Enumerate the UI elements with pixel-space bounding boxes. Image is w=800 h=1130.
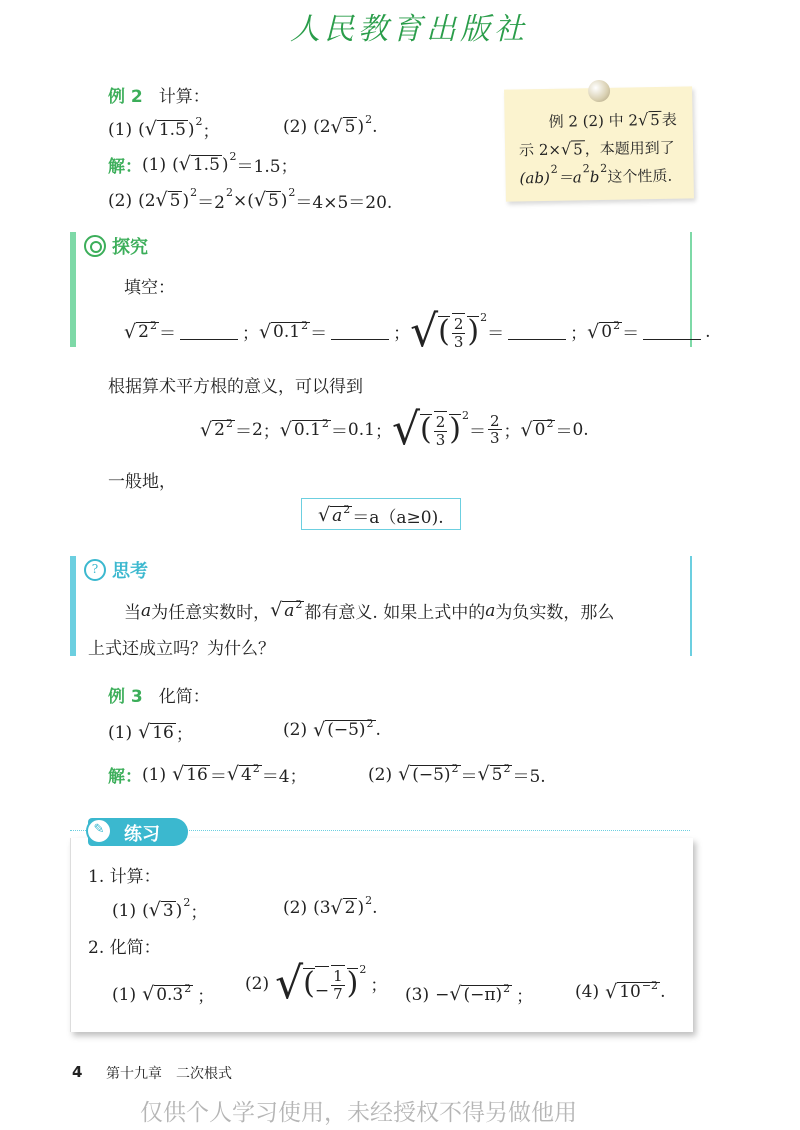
publisher-logo: 人民教育出版社 xyxy=(290,12,528,47)
math-text: ； xyxy=(374,422,392,443)
item-number: (3) xyxy=(405,984,430,1005)
radical: √ 16 xyxy=(138,721,174,744)
general-text: 一般地， xyxy=(108,472,176,492)
exponent: 2 xyxy=(229,150,237,163)
key-formula xyxy=(318,503,444,528)
math-text: . xyxy=(660,982,666,1002)
lightbulb-icon: ? xyxy=(84,559,106,581)
math-text: − xyxy=(315,966,329,1001)
math-text: 2 xyxy=(251,419,263,440)
exponent: 2 xyxy=(288,186,296,199)
math-text: ＝ xyxy=(487,324,505,345)
think-right-rule xyxy=(690,556,692,656)
item-number: (4) xyxy=(575,982,600,1002)
radical-sign: √ xyxy=(410,306,439,357)
math-text: ＝ xyxy=(158,324,176,345)
chapter-label: 第十九章 二次根式 xyxy=(106,1066,232,1082)
math-text: 0. xyxy=(572,419,589,440)
exponent: 2 xyxy=(195,115,203,128)
radical: √ $2^2$ xyxy=(200,416,233,441)
math-text: ( xyxy=(438,314,450,350)
math-text: ) xyxy=(175,900,183,921)
explore-icon xyxy=(84,235,106,257)
math-text: ； xyxy=(175,725,193,745)
radical-sign: √ xyxy=(391,404,421,455)
radical: √ $4^2$ xyxy=(226,761,260,786)
radical: √ 16 xyxy=(172,763,208,786)
math-text: ) xyxy=(467,314,480,350)
math-text: ＝ xyxy=(310,324,328,345)
exponent: 2 xyxy=(462,409,469,423)
radical: √ 5 xyxy=(637,110,660,130)
math-text: ； xyxy=(202,122,220,142)
exponent: 2 xyxy=(365,893,373,907)
radical: √ 5 xyxy=(330,115,356,138)
radical: √ $a^2$ xyxy=(318,502,351,527)
solution-label: 解： xyxy=(108,767,142,787)
exponent: 2 xyxy=(365,112,373,126)
math-var: a xyxy=(485,600,496,621)
math-text: ) xyxy=(221,154,229,175)
note-text: ＝a xyxy=(557,168,582,187)
math-text: . xyxy=(372,898,378,918)
item-number: (2) xyxy=(283,898,308,918)
example-title: 计算： xyxy=(158,87,210,107)
note-text: 表 xyxy=(661,110,677,129)
radical: √ $0.1^2$ xyxy=(258,318,309,343)
example3-solution-1 xyxy=(108,762,307,787)
sticky-note xyxy=(504,86,694,201)
math-text: ×( xyxy=(232,190,254,211)
radical: √ $(-5)^2$ xyxy=(313,717,374,741)
item-number: (1) xyxy=(142,764,167,785)
math-text: ) xyxy=(357,117,365,137)
think-heading xyxy=(84,557,148,583)
math-text: ( xyxy=(138,119,145,140)
radical: √ $5^2$ xyxy=(477,761,511,786)
exponent: 2 xyxy=(582,162,590,176)
math-text: ) xyxy=(187,119,195,140)
item-number: (2) xyxy=(368,764,393,785)
pushpin-icon xyxy=(588,80,610,102)
math-text: (3 xyxy=(313,898,331,918)
fraction: $\frac{2}{3}$ xyxy=(490,411,500,448)
note-text: b xyxy=(589,167,600,186)
exponent: 2 xyxy=(190,186,198,199)
radical: √ $0^2$ xyxy=(520,416,554,441)
explore-fill-blanks xyxy=(124,306,711,357)
radical: √ $2^2$ xyxy=(124,318,157,343)
math-text: ( xyxy=(142,900,149,921)
math-text: . xyxy=(375,720,381,740)
math-text: ＝ xyxy=(469,422,486,443)
example2-solution-2 xyxy=(108,188,392,213)
math-text: ； xyxy=(370,976,388,997)
think-sidebar xyxy=(70,556,76,656)
explore-instruction: 填空： xyxy=(124,278,175,298)
body-text: 为负实数，那么 xyxy=(495,603,615,623)
note-line-3 xyxy=(519,161,673,189)
item-number: (2) xyxy=(283,117,308,137)
section-title: 思考 xyxy=(112,561,148,582)
note-line-1 xyxy=(548,109,677,132)
item-number: (1) xyxy=(142,154,167,175)
item-number: (1) xyxy=(108,119,133,140)
radical: √ $(-5)^2$ xyxy=(398,761,459,786)
item-number: (1) xyxy=(108,722,133,743)
math-text: ； xyxy=(503,422,521,443)
derive-formulas xyxy=(200,404,589,455)
math-text: ＝4； xyxy=(261,767,307,787)
math-text: ； xyxy=(190,903,208,923)
radical: √ 1.5 xyxy=(144,118,186,141)
note-text: (ab) xyxy=(519,168,550,187)
math-text: ＝ xyxy=(209,767,227,787)
math-text: ； xyxy=(393,324,411,345)
radical: √ 3 xyxy=(148,899,174,922)
item-number: (2) xyxy=(245,973,270,994)
item-number: (1) xyxy=(112,900,137,921)
item-number: (2) xyxy=(108,190,133,211)
practice-title: 练习 xyxy=(124,824,160,845)
item-number: (2) xyxy=(283,720,308,740)
answer-blank[interactable] xyxy=(643,323,701,340)
example2-problem-2 xyxy=(283,112,378,138)
radical: √ $a^2$ xyxy=(270,597,303,622)
section-title: 探究 xyxy=(112,237,148,258)
exponent: 2 xyxy=(359,963,367,977)
example3-problem-1 xyxy=(108,720,193,745)
radical: √ 1.5 xyxy=(178,153,220,176)
math-text: ＝a（a≥0). xyxy=(352,508,444,528)
answer-blank[interactable] xyxy=(508,323,566,340)
example2-heading xyxy=(108,82,210,107)
answer-blank[interactable] xyxy=(180,323,238,340)
math-text: ( xyxy=(420,412,432,448)
math-text: ； xyxy=(516,987,534,1007)
math-text: ＝1.5； xyxy=(236,157,298,177)
math-text: − xyxy=(435,984,450,1005)
item-number: (1) xyxy=(112,984,137,1005)
exponent: 2 xyxy=(183,896,191,909)
radical: √ $(-\pi)^2$ xyxy=(449,981,511,1006)
math-text: ＝5. xyxy=(512,767,546,787)
math-text: ； xyxy=(197,987,215,1007)
radical-sign: √ xyxy=(275,958,304,1009)
radical: √ 2 xyxy=(330,896,356,919)
note-text: ，本题用到了 xyxy=(584,138,675,159)
exponent: 2 xyxy=(550,162,558,176)
note-text: 这个性质. xyxy=(607,166,673,186)
explore-heading xyxy=(84,233,148,259)
math-text: ＝4×5＝20. xyxy=(295,193,393,213)
radical: √ 5 xyxy=(560,139,583,159)
exponent: 2 xyxy=(480,311,488,325)
example-label: 例 3 xyxy=(108,687,143,707)
math-text: ＝2 xyxy=(197,193,225,213)
fraction: $\frac{1}{7}$ xyxy=(333,967,343,1003)
radical: √ 5 xyxy=(155,189,181,212)
radical: √ $0^2$ xyxy=(587,318,621,343)
example2-problem-1 xyxy=(108,117,220,142)
note-line-2 xyxy=(519,137,675,161)
practice-q2d xyxy=(575,979,666,1003)
explore-sidebar xyxy=(70,232,76,347)
body-text: 当 xyxy=(124,603,141,623)
practice-q1b xyxy=(283,893,378,919)
math-text: ＝ xyxy=(622,324,640,345)
math-text: 0.1 xyxy=(347,419,375,440)
math-text: ( xyxy=(172,154,179,175)
math-text: ) xyxy=(280,190,288,211)
practice-q2: 2. 化简： xyxy=(88,938,161,958)
radical: √ $0.3^2$ xyxy=(142,981,192,1006)
math-text: ＝ xyxy=(330,422,348,443)
example3-heading xyxy=(108,682,210,707)
math-text: (2 xyxy=(138,190,156,211)
note-text: 示 2× xyxy=(518,140,562,160)
example-title: 化简： xyxy=(158,687,210,707)
math-text: (2 xyxy=(313,117,331,137)
note-text: 例 2 (2) 中 2 xyxy=(548,111,639,131)
body-text: 为任意实数时， xyxy=(151,603,271,623)
math-text: ； xyxy=(262,422,280,443)
math-text: ＝ xyxy=(234,422,252,443)
math-text: ) xyxy=(182,190,190,211)
watermark: 仅供个人学习使用，未经授权不得另做他用 xyxy=(140,1100,577,1126)
math-text: . xyxy=(372,117,378,137)
practice-q2a xyxy=(112,982,214,1007)
math-text: ； xyxy=(241,324,259,345)
example3-solution-2 xyxy=(368,762,546,787)
think-line-2: 上式还成立吗？为什么？ xyxy=(88,639,275,659)
example3-problem-2 xyxy=(283,717,381,741)
fraction: $\frac{2}{3}$ xyxy=(453,315,464,351)
math-text: . xyxy=(705,321,711,342)
example-label: 例 2 xyxy=(108,87,143,107)
practice-q1: 1. 计算： xyxy=(88,867,161,887)
exponent: 2 xyxy=(600,161,608,175)
solution-label: 解： xyxy=(108,157,142,177)
math-text: ＝ xyxy=(460,767,478,787)
practice-q1a xyxy=(112,898,207,923)
radical: √ $0.1^2$ xyxy=(279,416,329,441)
math-text: ( xyxy=(303,966,315,1002)
math-text: ) xyxy=(346,966,359,1002)
derive-text: 根据算术平方根的意义，可以得到 xyxy=(108,377,363,397)
math-text: ； xyxy=(570,324,588,345)
body-text: 都有意义. 如果上式中的 xyxy=(304,603,486,623)
math-text: ) xyxy=(449,412,461,448)
math-text: ＝ xyxy=(555,422,573,443)
practice-q2c xyxy=(405,982,533,1007)
radical: √ 5 xyxy=(253,189,279,212)
example2-solution-1 xyxy=(108,152,298,177)
radical: √ $10^{-2}$ xyxy=(605,979,659,1003)
exponent: 2 xyxy=(225,186,233,199)
practice-q2b xyxy=(245,958,388,1009)
answer-blank[interactable] xyxy=(331,323,389,340)
math-text: ) xyxy=(357,898,365,918)
think-line-1 xyxy=(124,598,614,623)
math-var: a xyxy=(141,600,152,621)
page-number: 4 xyxy=(72,1063,83,1081)
fraction: $\frac{2}{3}$ xyxy=(435,413,446,449)
pencil-icon: ✎ xyxy=(86,818,112,844)
